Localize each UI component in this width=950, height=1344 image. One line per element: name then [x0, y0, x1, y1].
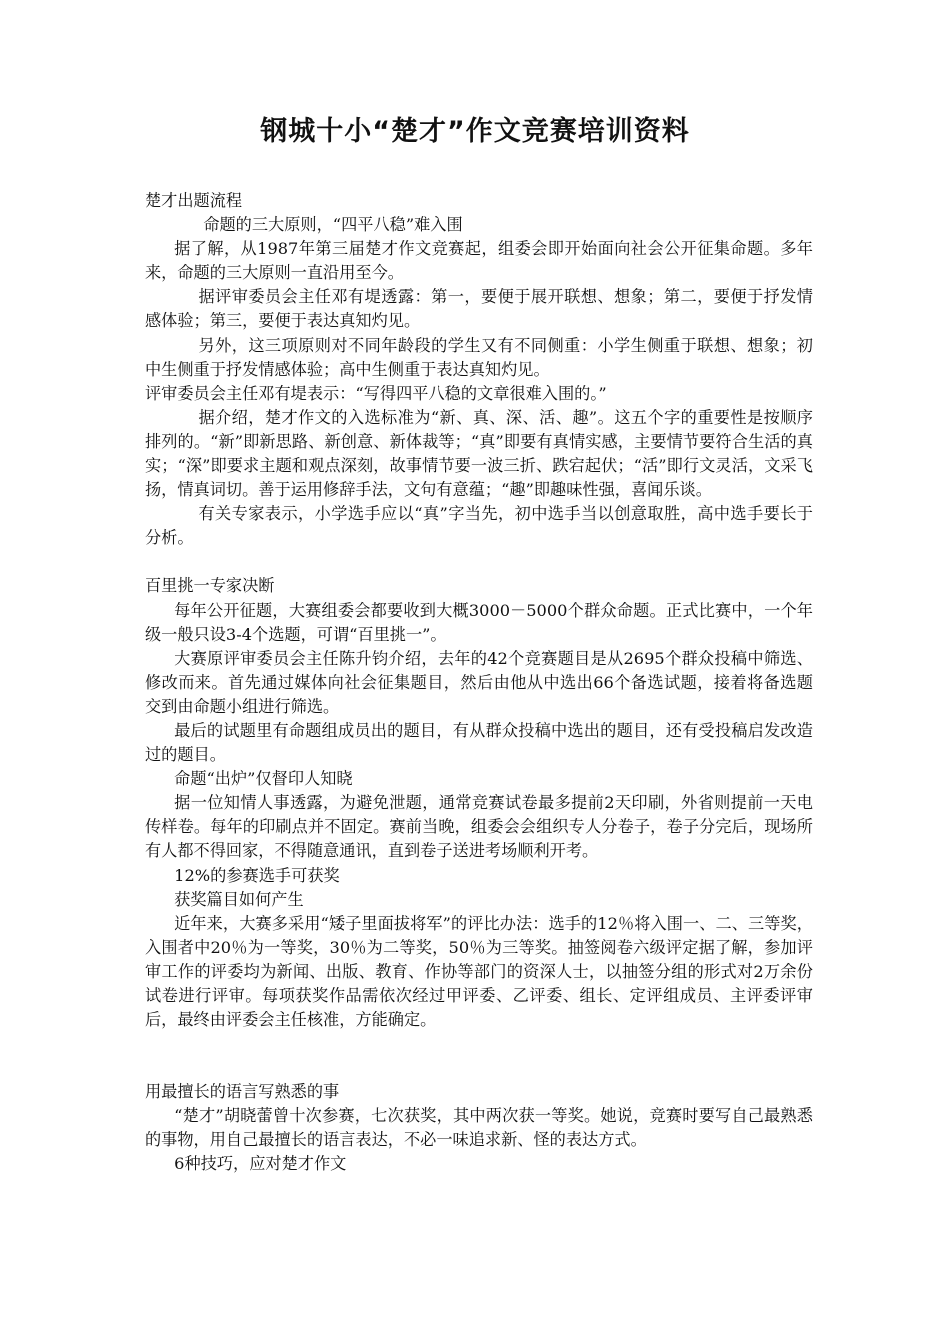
paragraph: 据一位知情人事透露，为避免泄题，通常竞赛试卷最多提前2天印刷，外省则提前一天电传样卷。每年的印刷点并不固定。赛前当晚，组委会会组织专人分卷子，卷子分完后，现场所有人都不得回家，不得随意通讯，直到卷子送进考场顺利开考。 — [145, 793, 813, 861]
paragraph: 据了解，从1987年第三届楚才作文竞赛起，组委会即开始面向社会公开征集命题。多年来，命题的三大原则一直沿用至今。 — [145, 239, 813, 283]
paragraph: 每年公开征题，大赛组委会都要收到大概3000－5000个群众命题。正式比赛中，一个年级一般只设3-4个选题，可谓“百里挑一”。 — [145, 600, 813, 644]
paragraph: 据介绍，楚才作文的入选标准为“新、真、深、活、趣”。这五个字的重要性是按顺序排列的。“新”即新思路、新创意、新体裁等；“真”即要有真情实感，主要情节要符合生活的真实；“深”即要求主题和观点深刻，故事情节要一波三折、跌宕起伏；“活”即行文灵活，文采飞扬，情真词切。善于运用修辞手法，文句有意蕴；“趣”即趣味性强，喜闻乐谈。 — [145, 407, 813, 500]
paragraph: 有关专家表示，小学选手应以“真”字当先，初中选手当以创意取胜，高中选手要长于分析。 — [145, 504, 813, 548]
spacer — [145, 1032, 813, 1080]
section-heading: 楚才出题流程 — [145, 191, 243, 210]
paragraph: “楚才”胡晓蕾曾十次参赛，七次获奖，其中两次获一等奖。她说，竞赛时要写自己最熟悉的事物，用自己最擅长的语言表达，不必一味追求新、怪的表达方式。 — [145, 1106, 813, 1150]
section-heading: 用最擅长的语言写熟悉的事 — [145, 1082, 340, 1102]
subheading: 6种技巧，应对楚才作文 — [174, 1154, 347, 1174]
document-title: 钢城十小“楚才”作文竞赛培训资料 — [260, 116, 690, 147]
paragraph: 据评审委员会主任邓有堤透露：第一，要便于展开联想、想象；第二，要便于抒发情感体验；第三，要便于表达真知灼见。 — [145, 287, 813, 331]
paragraph: 另外，这三项原则对不同年龄段的学生又有不同侧重：小学生侧重于联想、想象；初中生侧重于抒发情感体验；高中生侧重于表达真知灼见。 — [145, 335, 813, 379]
document-body — [145, 189, 813, 1177]
paragraph: 评审委员会主任邓有堤表示：“写得四平八稳的文章很难入围的。” — [145, 383, 607, 403]
subheading: 获奖篇目如何产生 — [174, 889, 304, 909]
spacer — [145, 550, 813, 574]
paragraph: 大赛原评审委员会主任陈升钧介绍，去年的42个竞赛题目是从2695个群众投稿中筛选、修改而来。首先通过媒体向社会征集题目，然后由他从中选出66个备选试题，接着将备选题交到由命题小组进行筛选。 — [145, 648, 813, 716]
section-heading: 百里挑一专家决断 — [145, 576, 275, 596]
paragraph: 近年来，大赛多采用“矮子里面拔将军”的评比办法：选手的12％将入围一、二、三等奖，入围者中20％为一等奖，30％为二等奖，50％为三等奖。抽签阅卷六级评定据了解，参加评审工作的评委均为新闻、出版、教育、作协等部门的资深人士，以抽签分组的形式对2万余份试卷进行评审。每项获奖作品需依次经过甲评委、乙评委、组长、定评组成员、主评委评审后，最终由评委会主任核准，方能确定。 — [145, 913, 813, 1030]
subheading: 命题“出炉”仅督印人知晓 — [174, 769, 353, 789]
subheading: 12%的参赛选手可获奖 — [174, 865, 340, 885]
subheading: 命题的三大原则，“四平八稳”难入围 — [203, 215, 463, 235]
paragraph: 最后的试题里有命题组成员出的题目，有从群众投稿中选出的题目，还有受投稿启发改造过的题目。 — [145, 720, 813, 765]
